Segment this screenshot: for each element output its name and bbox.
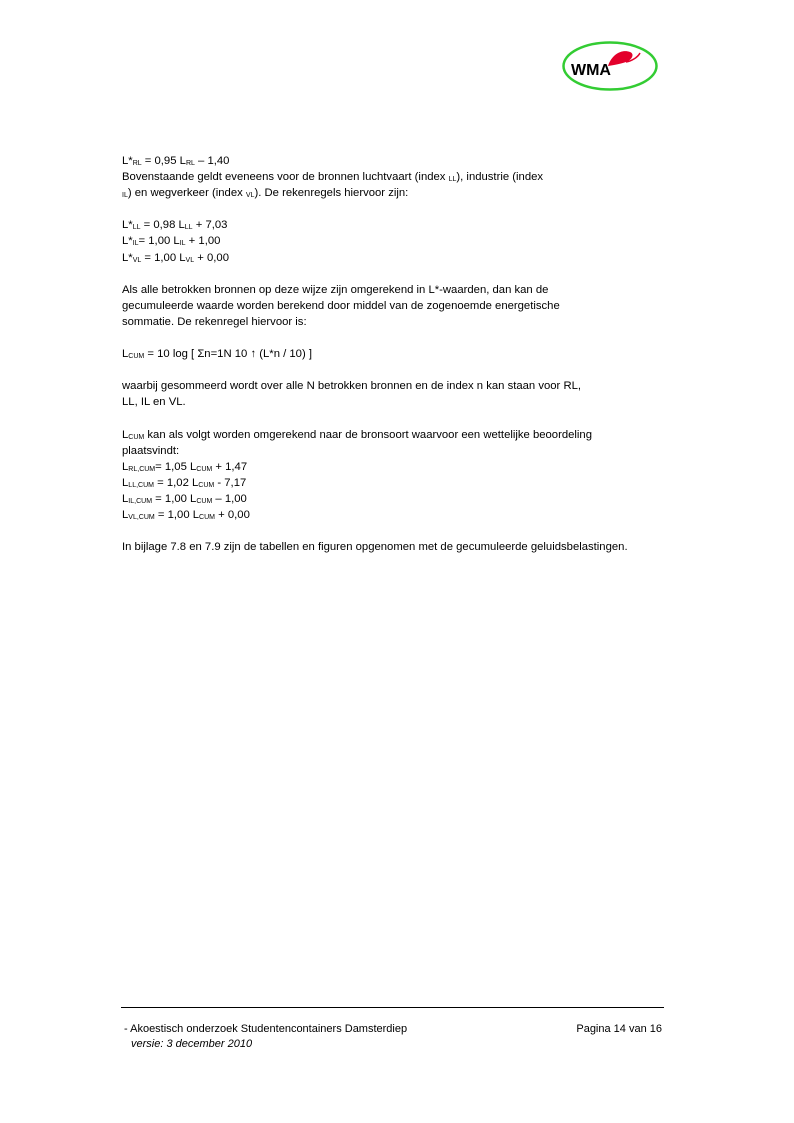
footer-page-number: Pagina 14 van 16 [576,1023,662,1035]
paragraph-index-line-2: LL, IL en VL. [122,396,186,409]
formula-ll: L*LL = 0,98 LLL + 7,03 [122,219,228,232]
paragraph-summation-line-1: Als alle betrokken bronnen op deze wijze zijn omgerekend in L*-waarden, dan kan de [122,283,549,296]
wma-logo [562,41,658,91]
spacer [122,362,682,378]
formula-cum: LCUM = 10 log [ Σn=1N 10 ↑ (L*n / 10) ] [122,348,312,361]
logo-text: WMA [571,62,611,79]
paragraph-summation-line-3: sommatie. De rekenregel hiervoor is: [122,315,307,328]
paragraph-summation-line-2: gecumuleerde waarde worden berekend door middel van de zogenoemde energetische [122,299,560,312]
paragraph-conversion-line-2: plaatsvindt: [122,444,180,457]
spacer [122,411,682,427]
paragraph-sources-line-2: IL) en wegverkeer (index VL). De rekenregels hiervoor zijn: [122,187,409,200]
document-body [122,153,682,555]
footer-version: versie: 3 december 2010 [131,1038,253,1050]
conversion-il: LIL,CUM = 1,00 LCUM – 1,00 [122,492,247,505]
spacer [122,266,682,282]
spacer [122,201,682,217]
paragraph-conversion-line-1: LCUM kan als volgt worden omgerekend naar de bronsoort waarvoor een wettelijke beoordeling [122,428,592,441]
spacer [122,523,682,539]
footer-divider [121,1007,664,1008]
spacer [122,330,682,346]
paragraph-sources-line-1: Bovenstaande geldt eveneens voor de bronnen luchtvaart (index LL), industrie (index [122,171,544,184]
paragraph-appendix: In bijlage 7.8 en 7.9 zijn de tabellen en figuren opgenomen met de gecumuleerde geluidsbelastingen. [122,541,628,554]
formula-rl: L*RL = 0,95 LRL – 1,40 [122,155,230,167]
paragraph-index-line-1: waarbij gesommeerd wordt over alle N betrokken bronnen en de index n kan staan voor RL, [122,380,582,393]
wma-logo-graphic [562,41,658,91]
footer-document-info [124,1022,407,1052]
formula-vl: L*VL = 1,00 LVL + 0,00 [122,251,229,264]
footer-title: - Akoestisch onderzoek Studentencontainers Damsterdiep [124,1023,408,1035]
formula-il: L*IL= 1,00 LIL + 1,00 [122,235,221,248]
conversion-ll: LLL,CUM = 1,02 LCUM - 7,17 [122,476,247,489]
conversion-vl: LVL,CUM = 1,00 LCUM + 0,00 [122,509,250,522]
conversion-rl: LRL,CUM= 1,05 LCUM + 1,47 [122,460,248,473]
